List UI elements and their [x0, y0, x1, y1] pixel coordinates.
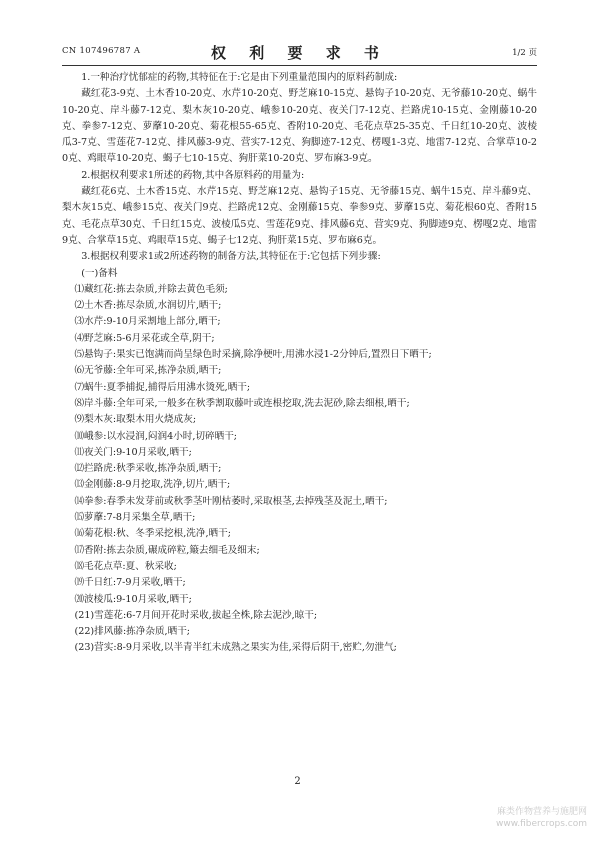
watermark-text: 麻类作物营养与施肥网: [496, 807, 587, 817]
preparation-step: ⒀金刚藤:8-9月挖取,洗净,切片,晒干;: [74, 479, 231, 491]
claim-paragraph: 藏红花6克、土木香15克、水芹15克、野芝麻12克、悬钩子15克、无爷藤15克、蜗牛15克、岸斗藤9克、梨木灰15克、峨参15克、夜关门9克、拦路虎12克、金刚藤15克、拳参9克、萝藦15克、菊花根60克、香附15克、毛花点草30克、千日红15克、波棱瓜5克、雪莲花9克、排风藤6克、营实9克、狗脚迹9克、楞嘎2克、地雷9克、合掌草15克、鸡眼草15克、蝎子七12克、狗肝菜15克、罗布麻6克。: [62, 186, 537, 246]
preparation-step: ⑾夜关门:9-10月采收,晒干;: [74, 446, 192, 458]
page-number: 2: [294, 776, 301, 787]
preparation-step: ⒇波棱瓜:9-10月采收,晒干;: [74, 593, 192, 605]
preparation-step: ⒂萝藦:7-8月采集全草,晒干;: [74, 512, 196, 524]
preparation-step: ⑽峨参:以水浸润,闷润4小时,切碎晒干;: [74, 430, 238, 442]
claim-paragraph: 1.一种治疗忧郁症的药物,其特征在于:它是由下列重量范围内的原料药制成:: [81, 72, 398, 83]
preparation-step: ⒃菊花根:秋、冬季采挖根,洗净,晒干;: [74, 528, 231, 540]
section-heading: (一)备料: [81, 267, 118, 279]
preparation-step: ⑼梨木灰:取梨木用火烧成灰;: [74, 414, 197, 426]
preparation-step: ⒄香附:拣去杂质,碾成碎粒,簸去细毛及细末;: [74, 544, 260, 556]
preparation-step: ⑺蜗牛:夏季捕捉,捕得后用沸水烫死,晒干;: [74, 381, 251, 393]
preparation-step: ⑹无爷藤:全年可采,拣净杂质,晒干;: [74, 365, 222, 377]
preparation-step: (22)排风藤:拣净杂质,晒干;: [74, 626, 191, 638]
preparation-step: ⑴藏红花:拣去杂质,并除去黄色毛须;: [74, 283, 228, 295]
header-divider: [62, 65, 537, 66]
preparation-step: ⒆千日红:7-9月采收,晒干;: [74, 577, 186, 589]
claims-body: [62, 70, 537, 657]
preparation-step: ⒅毛花点草:夏、秋采收;: [74, 560, 177, 572]
preparation-step: ⑷野芝麻:5-6月采花或全草,阴干;: [74, 332, 215, 344]
publication-number: CN 107496787 A: [62, 46, 141, 56]
preparation-step: (23)营实:8-9月采收,以半青半红未成熟之果实为佳,采得后阴干,密贮,勿泄气;: [74, 642, 397, 654]
claim-paragraph: 3.根据权利要求1或2所述药物的制备方法,其特征在于:它包括下列步骤:: [81, 251, 381, 263]
page-header: [62, 42, 537, 66]
claim-paragraph: 藏红花3-9克、土木香10-20克、水芹10-20克、野芝麻10-15克、悬钩子10-20克、无爷藤10-20克、蜗牛10-20克、岸斗藤7-12克、梨木灰10-20克、峨参10-20克、夜关门7-12克、拦路虎10-15克、金刚藤10-20克、拳参7-12克、萝藦10-20克、菊花根55-65克、香附10-20克、毛花点草25-35克、千日红10-20克、波棱瓜3-7克、雪莲花7-12克、排风藤3-9克、营实7-12克、狗脚迹7-12克、楞嘎1-3克、地雷7-12克、合掌草10-20克、鸡眼草10-20克、蝎子七10-15克、狗肝菜10-20克、罗布麻3-9克。: [62, 88, 537, 165]
page-indicator: 1/2 页: [512, 48, 537, 58]
preparation-step: ⑸悬钩子:果实已饱满而尚呈绿色时采摘,除净梗叶,用沸水浸1-2分钟后,置烈日下晒干;: [74, 349, 432, 361]
preparation-step: ⑻岸斗藤:全年可采,一般多在秋季割取藤叶或连根挖取,洗去泥砂,除去细根,晒干;: [74, 397, 410, 409]
preparation-step: ⒁拳参:春季未发芽前或秋季茎叶刚枯萎时,采取根茎,去掉残茎及泥土,晒干;: [74, 495, 388, 507]
watermark: [496, 806, 587, 830]
claim-paragraph: 2.根据权利要求1所述的药物,其中各原料药的用量为:: [81, 169, 305, 181]
preparation-step: ⑵土木香:拣尽杂质,水润切片,晒干;: [74, 300, 222, 312]
document-title: 权 利 要 求 书: [211, 44, 388, 62]
watermark-url: www.fibercrops.com: [496, 819, 587, 829]
preparation-step: ⑶水芹:9-10月采割地上部分,晒干;: [74, 316, 221, 328]
preparation-step: (21)雪莲花:6-7月间开花时采收,拔起全株,除去泥沙,晾干;: [74, 609, 318, 621]
preparation-step: ⑿拦路虎:秋季采收,拣净杂质,晒干;: [74, 463, 222, 475]
